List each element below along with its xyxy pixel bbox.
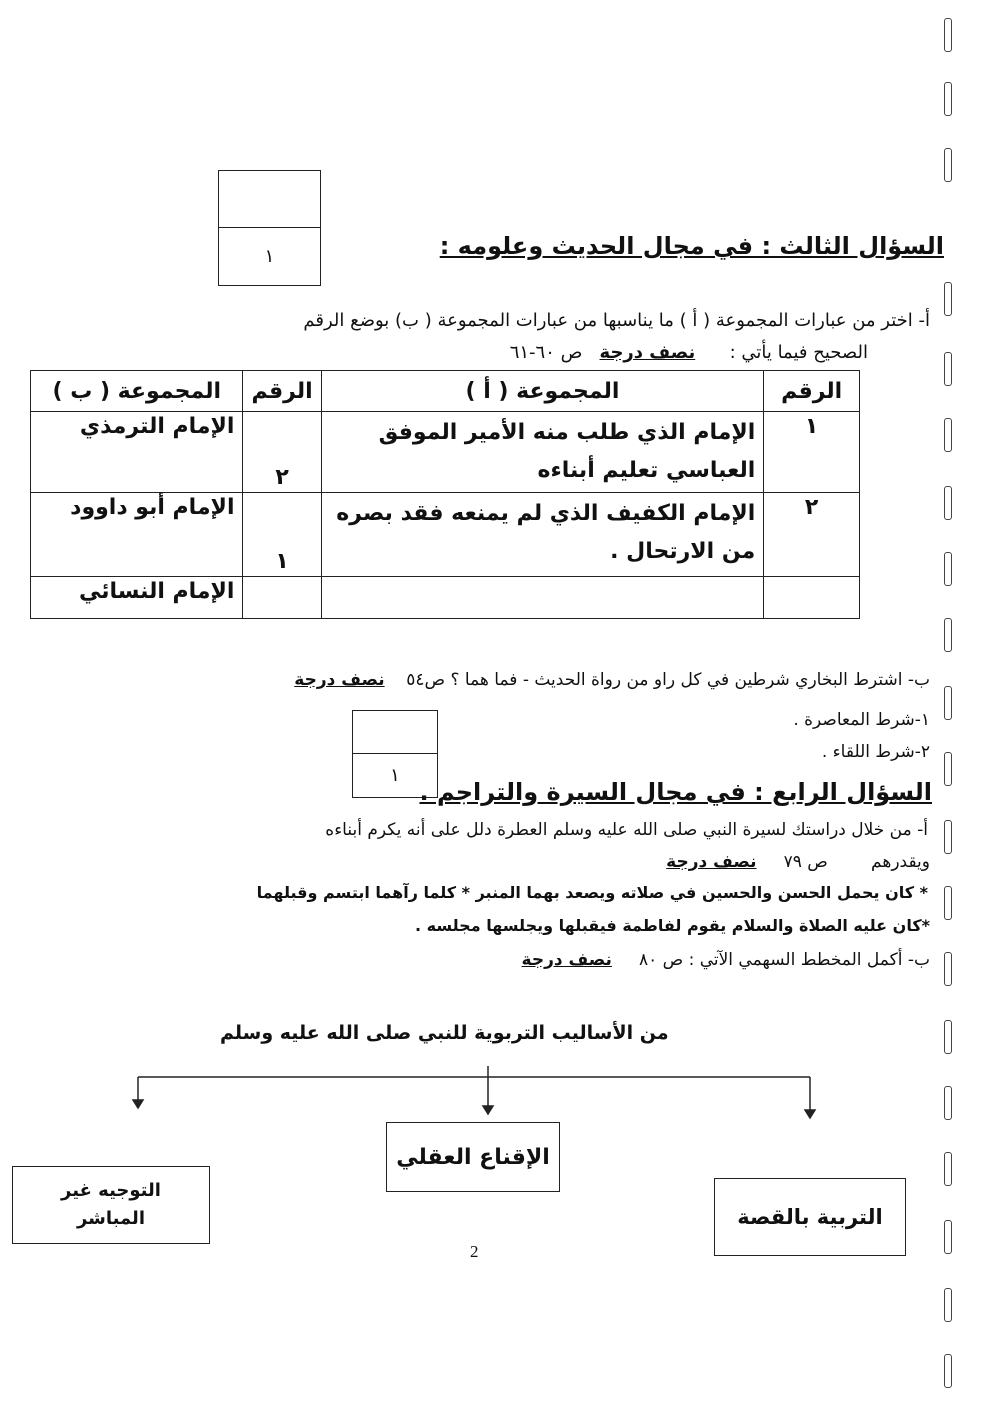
q3-part-b-text: ب- اشترط البخاري شرطين في كل راو من رواة الحديث - فما هما ؟ ص٥٤ <box>406 670 930 690</box>
header-num2: الرقم <box>243 371 321 412</box>
header-group-b: المجموعة ( ب ) <box>31 371 243 412</box>
q3-part-b-ans2: ٢-شرط اللقاء . <box>821 742 930 762</box>
row-num: ١ <box>764 412 860 493</box>
q3-part-b-ans1: ١-شرط المعاصرة . <box>793 710 930 730</box>
row-group-b: الإمام الترمذي <box>31 412 243 493</box>
row-answer: ١ <box>243 493 321 577</box>
q4-answer-1: * كان يحمل الحسن والحسين في صلاته ويصعد بهما المنبر * كلما رآهما ابتسم وقبلهما <box>256 883 928 902</box>
row-answer: ٢ <box>243 412 321 493</box>
q3-title: السؤال الثالث : في مجال الحديث وعلومه : <box>439 232 944 260</box>
diagram-middle-box <box>386 1122 560 1192</box>
q4-answer-2: *كان عليه الصلاة والسلام يقوم لفاطمة فيقبلها ويجلسها مجلسه . <box>415 916 930 935</box>
q4-score-value: ١ <box>390 765 400 786</box>
q3-part-a-mark: نصف درجة <box>599 342 696 363</box>
q3-part-b-mark: نصف درجة <box>294 670 385 690</box>
diagram-root: من الأساليب التربوية للنبي صلى الله عليه وسلم <box>220 1022 669 1044</box>
row-group-b: الإمام النسائي <box>31 577 243 619</box>
q4-part-a-text: ويقدرهم <box>871 852 930 872</box>
page-number: 2 <box>470 1242 479 1261</box>
q3-score-value: ١ <box>264 246 275 267</box>
diagram-right-text: التربية بالقصة <box>737 1205 883 1229</box>
diagram-middle-text: الإقناع العقلي <box>396 1144 550 1170</box>
q4-title: السؤال الرابع : في مجال السيرة والتراجم . <box>419 778 932 806</box>
row-num: ٢ <box>764 493 860 577</box>
row-group-b: الإمام أبو داوود <box>31 493 243 577</box>
q3-part-a-prefix: الصحيح فيما يأتي : <box>729 342 868 363</box>
q4-part-a-line1: أ- من خلال دراستك لسيرة النبي صلى الله عليه وسلم العطرة دلل على أنه يكرم أبناءه <box>325 820 928 840</box>
diagram-left-text: التوجيه غير المباشر <box>61 1180 161 1229</box>
diagram-left-box <box>12 1166 210 1244</box>
q4-part-a-page: ص ٧٩ <box>783 852 828 872</box>
row-group-a: الإمام الكفيف الذي لم يمنعه فقد بصره من الارتحال . <box>321 493 764 577</box>
header-group-a: المجموعة ( أ ) <box>321 371 764 412</box>
q3-part-a-line1: أ- اختر من عبارات المجموعة ( أ ) ما يناسبها من عبارات المجموعة ( ب) بوضع الرقم <box>303 310 930 331</box>
q3-part-a-page: ص ٦٠-٦١ <box>509 342 583 363</box>
q4-part-b-mark: نصف درجة <box>521 950 612 970</box>
q4-part-a-mark: نصف درجة <box>666 852 757 872</box>
header-num: الرقم <box>764 371 860 412</box>
q4-part-b-text: ب- أكمل المخطط السهمي الآتي : ص ٨٠ <box>638 950 930 970</box>
diagram-right-box <box>714 1178 906 1256</box>
row-group-a: الإمام الذي طلب منه الأمير الموفق العباسي تعليم أبناءه <box>321 412 764 493</box>
